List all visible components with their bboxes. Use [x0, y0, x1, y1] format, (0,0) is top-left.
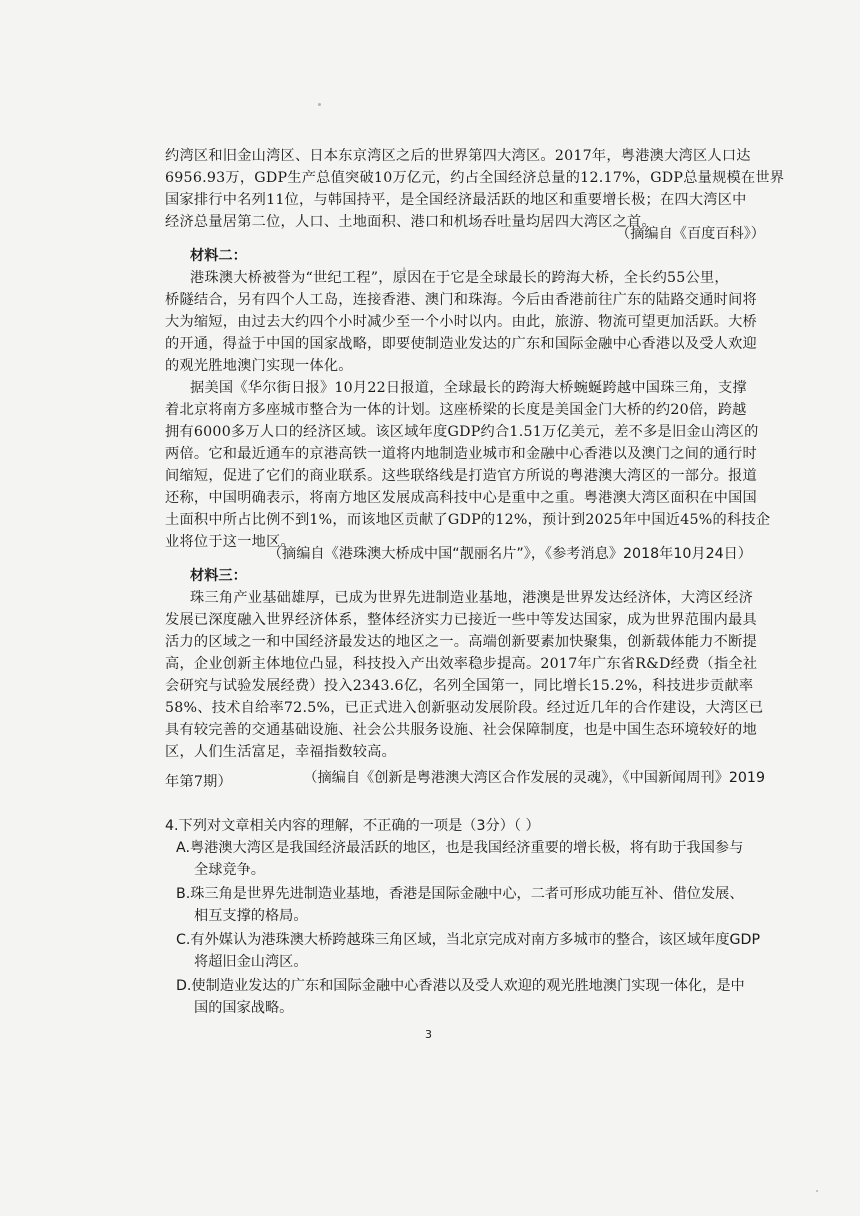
text-line: 业将位于这一地区。	[165, 534, 295, 550]
section-heading: 材料二：	[190, 248, 247, 264]
text-line: 发展已深度融入世界经济体系，整体经济实力已接近一些中等发达国家，成为世界范围内最具	[165, 612, 757, 628]
text-line: 约湾区和旧金山湾区、日本东京湾区之后的世界第四大湾区。2017年，粤港澳大湾区人口达	[165, 148, 751, 164]
text-line: 着北京将南方多座城市整合为一体的计划。这座桥梁的长度是美国金门大桥的约20倍，跨越	[165, 402, 747, 418]
text-line: 珠三角产业基础雄厚，已成为世界先进制造业基地，港澳是世界发达经济体，大湾区经济	[190, 590, 754, 606]
option-a-continued: 全球竞争。	[194, 862, 265, 878]
option-a[interactable]: A.粤港澳大湾区是我国经济最活跃的地区，也是我国经济重要的增长极，将有助于我国参与	[176, 840, 744, 856]
source-citation: （摘编自《创新是粤港澳大湾区合作发展的灵魂》，《中国新闻周刊》2019	[303, 770, 765, 786]
text-line: 港珠澳大桥被誉为“世纪工程”，原因在于它是全球最长的跨海大桥，全长约55公里，	[190, 270, 729, 286]
option-b[interactable]: B.珠三角是世界先进制造业基地，香港是国际金融中心，二者可形成功能互补、借位发展、	[176, 886, 744, 902]
text-line: 6956.93万，GDP生产总值突破10万亿元，约占全国经济总量的12.17%，GDP总量规模在世界	[165, 170, 785, 186]
text-line: 两倍。它和最近通车的京港高铁一道将内地制造业城市和金融中心香港以及澳门之间的通行时	[165, 446, 757, 462]
text-line: 间缩短，促进了它们的商业联系。这些联络线是打造官方所说的粤港澳大湾区的一部分。报道	[165, 468, 757, 484]
scan-speck	[816, 1190, 818, 1192]
text-line: 国家排行中名列11位，与韩国持平，是全国经济最活跃的地区和重要增长极；在四大湾区中	[165, 192, 747, 208]
option-d-continued: 国的国家战略。	[194, 1000, 294, 1016]
text-line: 会研究与试验发展经费）投入2343.6亿，名列全国第一，同比增长15.2%，科技进步贡献率	[165, 678, 754, 694]
text-line: 的开通，得益于中国的国家战略，即要使制造业发达的广东和国际金融中心香港以及受人欢迎	[165, 336, 757, 352]
option-c-continued: 将超旧金山湾区。	[194, 954, 308, 970]
section-heading: 材料三：	[190, 568, 247, 584]
source-citation: （摘编自《港珠澳大桥成中国“靓丽名片”》，《参考消息》2018年10月24日）	[267, 546, 752, 562]
text-line: 拥有6000多万人口的经济区域。该区域年度GDP约合1.51万亿美元，差不多是旧金山湾区的	[165, 424, 759, 440]
option-b-continued: 相互支撑的格局。	[194, 908, 308, 924]
text-line: 高，企业创新主体地位凸显，科技投入产出效率稳步提高。2017年广东省R&D经费（指全社	[165, 656, 758, 672]
source-citation: （摘编自《百度百科》）	[616, 226, 765, 242]
text-line: 区，人们生活富足，幸福指数较高。	[165, 744, 397, 760]
page-number: 3	[425, 1028, 432, 1041]
text-line: 的观光胜地澳门实现一体化。	[165, 358, 353, 374]
text-line: 还称，中国明确表示，将南方地区发展成高科技中心是重中之重。粤港澳大湾区面积在中国国	[165, 490, 757, 506]
text-line: 据美国《华尔街日报》10月22日报道，全球最长的跨海大桥蜿蜒跨越中国珠三角，支撑	[190, 380, 747, 396]
text-line: 大为缩短，由过去大约四个小时减少至一个小时以内。由此，旅游、物流可望更加活跃。大桥	[165, 314, 757, 330]
source-citation-continued: 年第7期）	[165, 774, 233, 790]
text-line: 经济总量居第二位，人口、土地面积、港口和机场吞吐量均居四大湾区之首。	[165, 214, 656, 230]
option-c[interactable]: C.有外媒认为港珠澳大桥跨越珠三角区域，当北京完成对南方多城市的整合，该区域年度GDP	[176, 932, 761, 948]
scan-speck	[318, 103, 321, 106]
text-line: 具有较完善的交通基础设施、社会公共服务设施、社会保障制度，也是中国生态环境较好的地	[165, 722, 757, 738]
option-d[interactable]: D.使制造业发达的广东和国际金融中心香港以及受人欢迎的观光胜地澳门实现一体化，是中	[176, 978, 745, 994]
text-line: 58%、技术自给率72.5%，已正式进入创新驱动发展阶段。经过近几年的合作建设，大湾区已	[165, 700, 764, 716]
text-line: 活力的区域之一和中国经济最发达的地区之一。高端创新要素加快聚集，创新载体能力不断提	[165, 634, 757, 650]
text-line: 土面积中所占比例不到1%，而该地区贡献了GDP的12%，预计到2025年中国近45%的科技企	[165, 512, 771, 528]
text-line: 桥隧结合，另有四个人工岛，连接香港、澳门和珠海。今后由香港前往广东的陆路交通时间将	[165, 292, 757, 308]
question-stem: 4.下列对文章相关内容的理解，不正确的一项是（3分）（ ）	[165, 818, 540, 834]
